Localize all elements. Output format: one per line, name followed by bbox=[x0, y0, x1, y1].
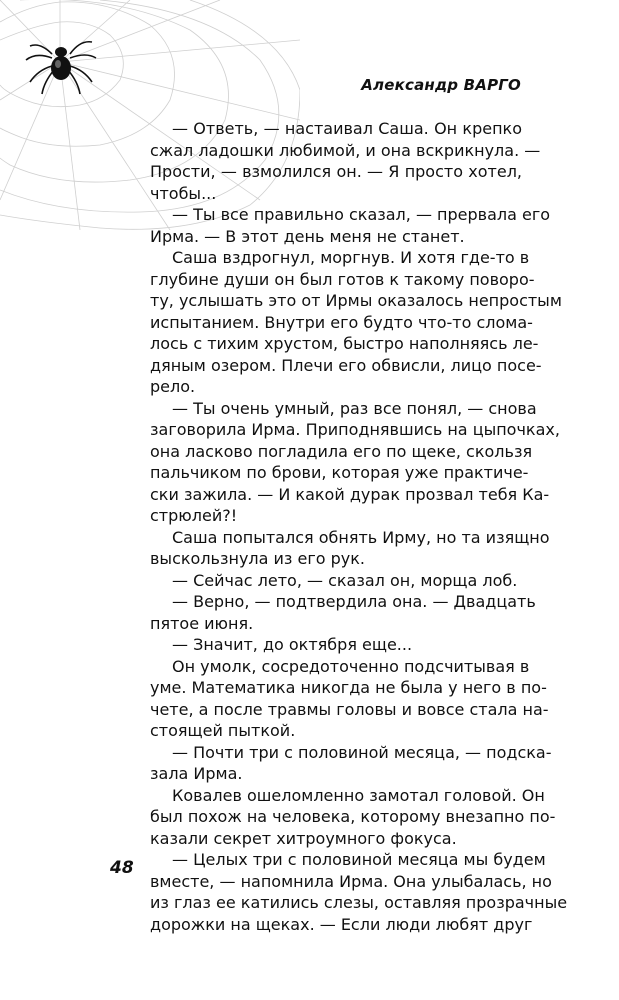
text-line: — Верно, — подтвердила она. — Двадцать bbox=[172, 592, 536, 611]
text-line: рело. bbox=[150, 377, 196, 396]
page-number: 48 bbox=[110, 858, 134, 878]
text-line: — Почти три с половиной месяца, — подска- bbox=[172, 742, 552, 762]
text-line: чтобы... bbox=[150, 183, 217, 203]
text-line: глубине души он был готов к такому поворо- bbox=[150, 269, 535, 289]
text-line: стрюлей?! bbox=[150, 506, 238, 525]
text-line: Ирма. — В этот день меня не станет. bbox=[150, 226, 465, 246]
text-line: зала Ирма. bbox=[150, 764, 243, 783]
text-line: вместе, — напомнила Ирма. Она улыбалась, но bbox=[150, 871, 552, 891]
text-line: дорожки на щеках. — Если люди любят друг bbox=[150, 914, 533, 934]
text-line: заговорила Ирма. Приподнявшись на цыпочках, bbox=[150, 420, 560, 439]
text-line: выскользнула из его рук. bbox=[150, 549, 366, 568]
text-line: — Ты все правильно сказал, — прервала его bbox=[172, 205, 551, 224]
text-line: пятое июня. bbox=[150, 613, 254, 633]
text-line: был похож на человека, которому внезапно по- bbox=[150, 807, 556, 826]
text-line: ски зажила. — И какой дурак прозвал тебя Ка- bbox=[150, 484, 550, 504]
text-line: пальчиком по брови, которая уже практиче- bbox=[150, 463, 529, 482]
text-line: ту, услышать это от Ирмы оказалось непростым bbox=[150, 291, 562, 310]
text-line: Саша попытался обнять Ирму, но та изящно bbox=[172, 527, 550, 547]
running-header-author: Александр ВАРГО bbox=[361, 76, 521, 94]
text-line: — Ты очень умный, раз все понял, — снова bbox=[172, 398, 537, 418]
text-line: сжал ладошки любимой, и она вскрикнула. — bbox=[150, 140, 541, 160]
text-line: Саша вздрогнул, моргнув. И хотя где-то в bbox=[172, 248, 530, 267]
text-line: — Целых три с половиной месяца мы будем bbox=[172, 850, 546, 869]
text-line: казали секрет хитроумного фокуса. bbox=[150, 828, 457, 848]
text-line: чете, а после травмы головы и вовсе стала на- bbox=[150, 699, 549, 719]
text-line: дяным озером. Плечи его обвисли, лицо посе- bbox=[150, 355, 542, 375]
text-line: испытанием. Внутри его будто что-то слома- bbox=[150, 312, 533, 332]
text-line: уме. Математика никогда не была у него в по- bbox=[150, 678, 547, 697]
text-line: стоящей пыткой. bbox=[150, 721, 296, 740]
text-line: она ласково погладила его по щеке, скользя bbox=[150, 441, 533, 461]
text-line: Ковалев ошеломленно замотал головой. Он bbox=[172, 785, 545, 805]
page-body-text bbox=[150, 118, 568, 935]
text-line: Прости, — взмолился он. — Я просто хотел, bbox=[150, 162, 522, 181]
text-line: из глаз ее катились слезы, оставляя прозрачные bbox=[150, 893, 568, 912]
text-line: лось с тихим хрустом, быстро наполняясь ле- bbox=[150, 334, 539, 353]
text-line: — Значит, до октября еще... bbox=[172, 635, 413, 654]
text-line: — Ответь, — настаивал Саша. Он крепко bbox=[172, 119, 522, 138]
text-line: Он умолк, сосредоточенно подсчитывая в bbox=[172, 656, 530, 676]
text-line: — Сейчас лето, — сказал он, морща лоб. bbox=[172, 570, 518, 590]
